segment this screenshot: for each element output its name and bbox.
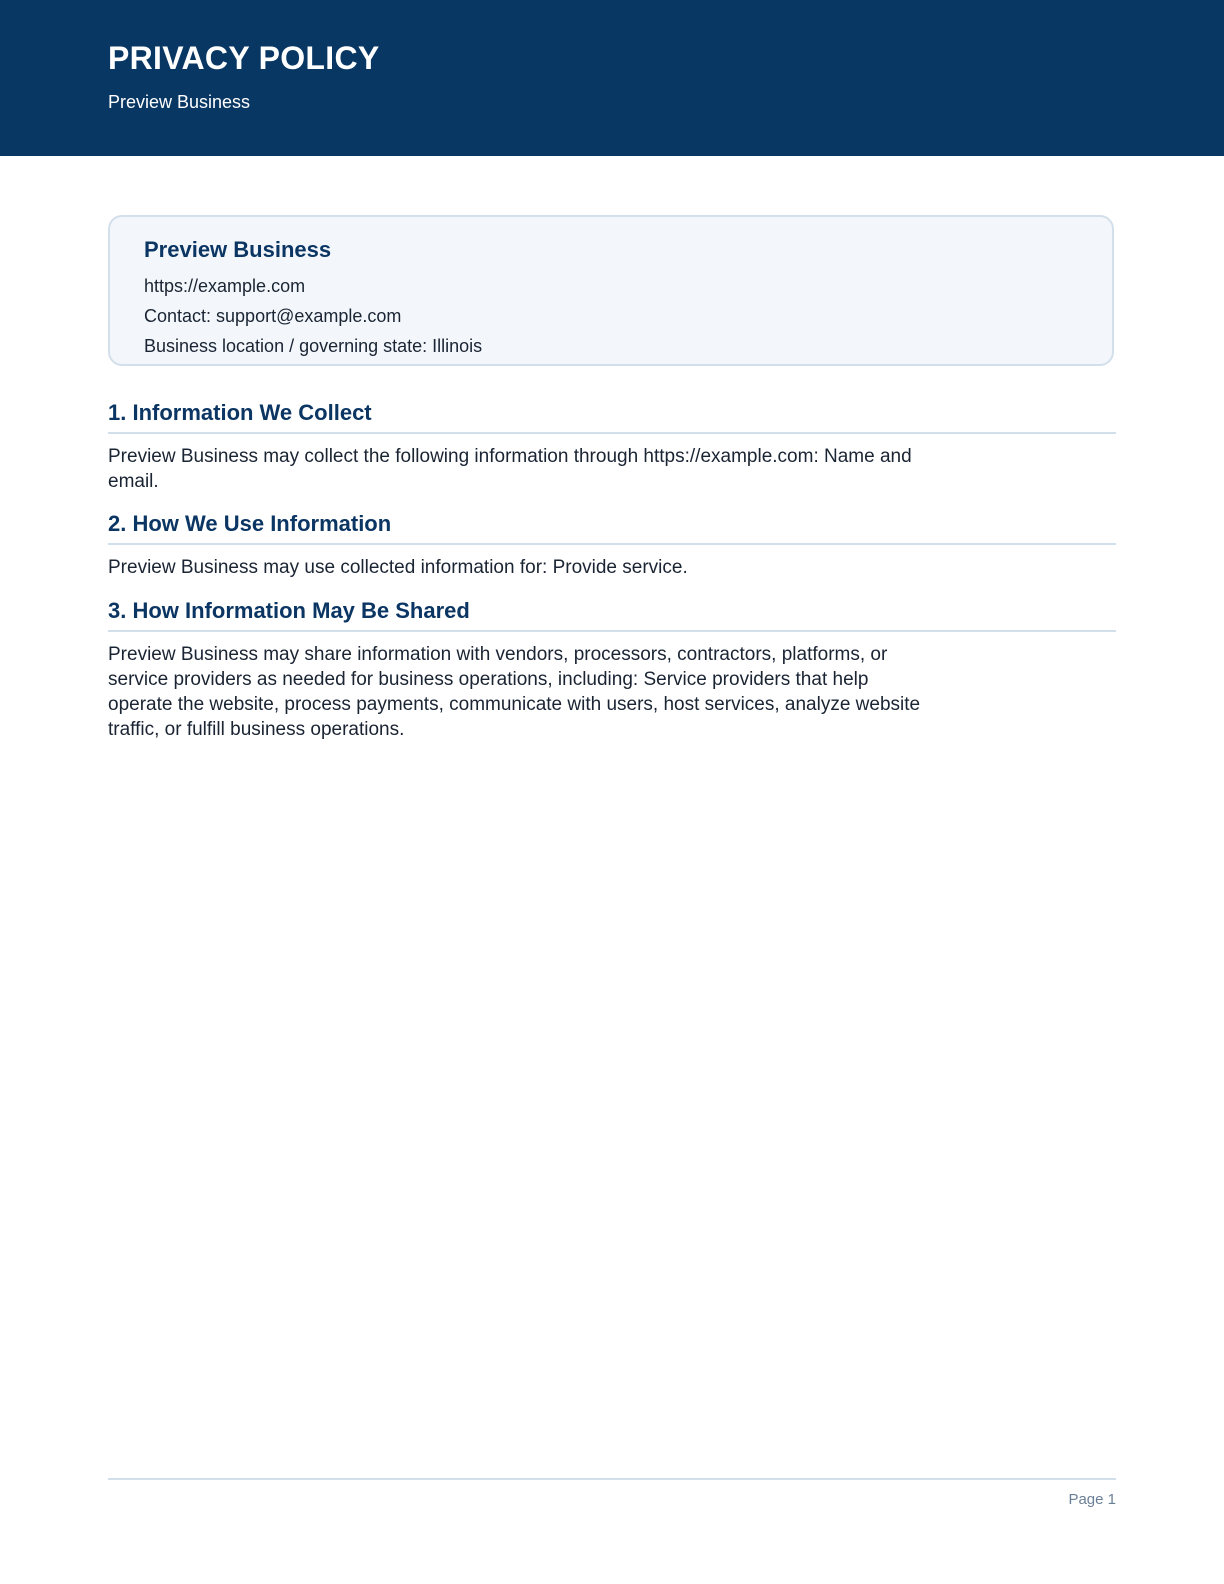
section-body: Preview Business may collect the following information through https://example.com: Name and email. — [108, 446, 912, 492]
header-banner — [0, 0, 1224, 156]
section-how-information-may-be-shared — [108, 596, 1116, 742]
business-website: https://example.com — [144, 276, 306, 296]
section-heading: 2. How We Use Information — [108, 509, 1116, 545]
page-number: Page 1 — [1068, 1491, 1116, 1508]
business-contact: Contact: support@example.com — [144, 306, 402, 326]
business-info-box — [108, 215, 1114, 366]
section-body: Preview Business may share information with vendors, processors, contractors, platforms, or service providers as needed for business operations, including: Service providers that help operate the website, process payments, communicate with users, host services, analyze website traffic, or fulfill business operations. — [108, 644, 921, 740]
section-heading: 1. Information We Collect — [108, 398, 1116, 434]
section-information-we-collect — [108, 398, 1116, 494]
business-location: Business location / governing state: Illinois — [144, 336, 483, 356]
page-subtitle: Preview Business — [108, 92, 251, 112]
business-name: Preview Business — [144, 237, 332, 262]
page-title: PRIVACY POLICY — [108, 40, 380, 76]
footer-divider — [108, 1478, 1116, 1480]
section-how-we-use-information — [108, 509, 1116, 580]
section-heading: 3. How Information May Be Shared — [108, 596, 1116, 632]
section-body: Preview Business may use collected information for: Provide service. — [108, 557, 688, 578]
